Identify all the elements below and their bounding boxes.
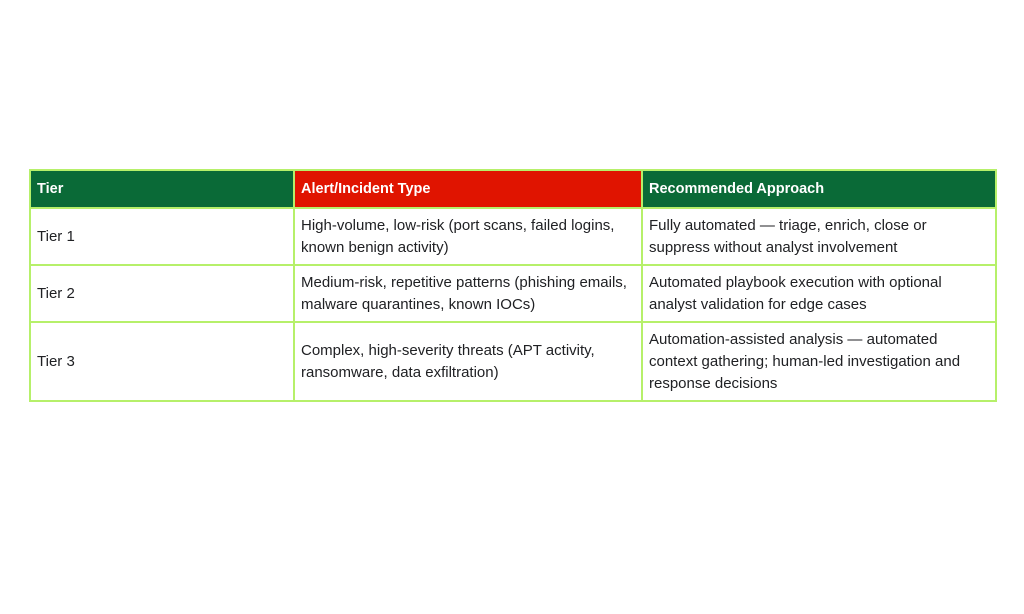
cell-tier: Tier 3 [30, 322, 294, 401]
header-recommended-approach: Recommended Approach [642, 170, 996, 208]
cell-tier: Tier 1 [30, 208, 294, 265]
table-row [30, 208, 996, 265]
header-tier: Tier [30, 170, 294, 208]
table-row [30, 265, 996, 322]
header-alert-incident-type: Alert/Incident Type [294, 170, 642, 208]
cell-approach: Fully automated — triage, enrich, close or suppress without analyst involvement [642, 208, 996, 265]
cell-alert-type: Complex, high-severity threats (APT activity, ransomware, data exfiltration) [294, 322, 642, 401]
automation-tier-table [29, 169, 997, 402]
table-row [30, 322, 996, 401]
table-header-row [30, 170, 996, 208]
cell-alert-type: High-volume, low-risk (port scans, failed logins, known benign activity) [294, 208, 642, 265]
cell-approach: Automated playbook execution with optional analyst validation for edge cases [642, 265, 996, 322]
cell-tier: Tier 2 [30, 265, 294, 322]
automation-tier-table-container [29, 169, 995, 402]
cell-approach: Automation-assisted analysis — automated context gathering; human-led investigation and response decisions [642, 322, 996, 401]
cell-alert-type: Medium-risk, repetitive patterns (phishing emails, malware quarantines, known IOCs) [294, 265, 642, 322]
